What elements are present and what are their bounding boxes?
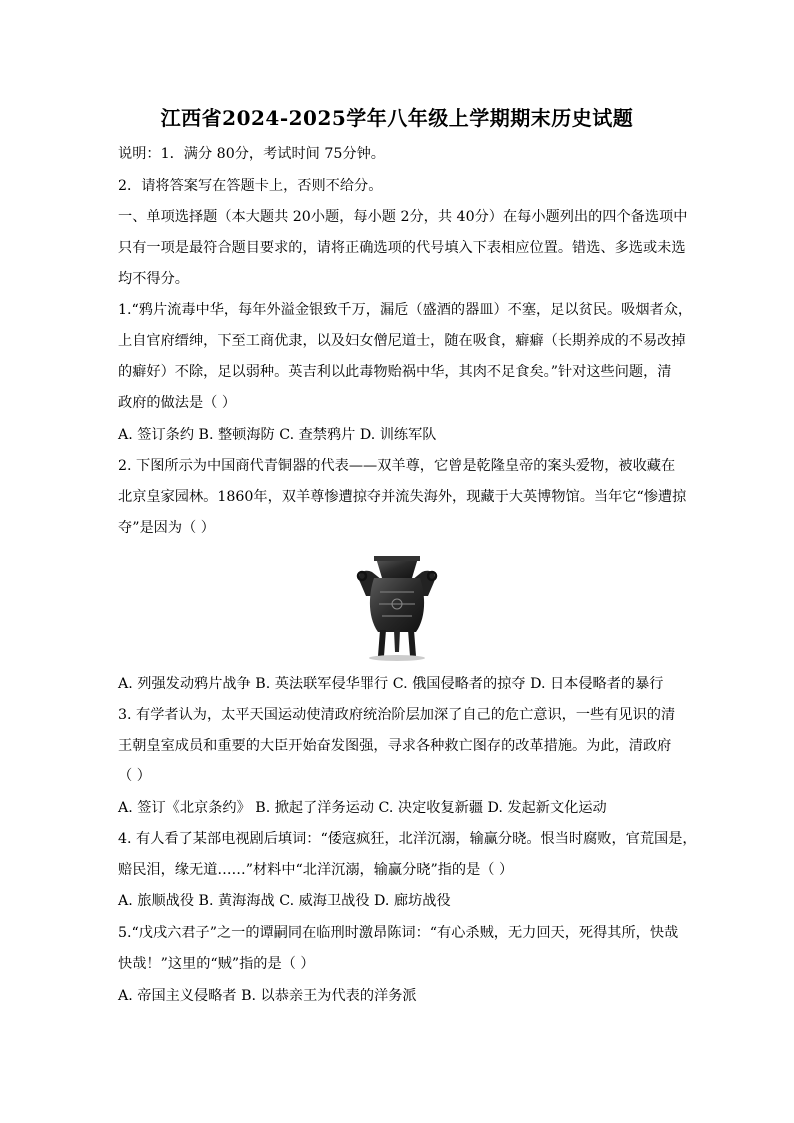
q2-stem-line-1: 2. 下图所示为中国商代青铜器的代表——双羊尊，它曾是乾隆皇帝的案头爱物，被收藏在 <box>118 458 676 474</box>
instruction-line-1: 说明：1．满分 80分，考试时间 75分钟。 <box>118 146 385 162</box>
section-heading-line-2: 只有一项是最符合题目要求的，请将正确选项的代号填入下表相应位置。错选、多选或未选 <box>118 240 686 256</box>
q3-stem-line-1: 3. 有学者认为，太平天国运动使清政府统治阶层加深了自己的危亡意识，一些有见识的清 <box>118 707 676 723</box>
q1-stem-line-1: 1.“鸦片流毒中华，每年外溢金银致千万，漏卮（盛酒的器皿）不塞，足以贫民。吸烟者众， <box>118 302 693 318</box>
q2-stem-line-2: 北京皇家园林。1860年，双羊尊惨遭掠夺并流失海外，现藏于大英博物馆。当年它“惨遭掠 <box>118 489 687 505</box>
q3-stem-line-3: （ ） <box>118 768 151 784</box>
q5-options: A. 帝国主义侵略者 B. 以恭亲王为代表的洋务派 <box>118 988 417 1004</box>
q4-options: A. 旅顺战役 B. 黄海海战 C. 威海卫战役 D. 廊坊战役 <box>118 893 451 909</box>
q2-options: A. 列强发动鸦片战争 B. 英法联军侵华罪行 C. 俄国侵略者的掠夺 D. 日本侵略者的暴行 <box>118 676 664 692</box>
q1-stem-line-2: 上自官府缙绅，下至工商优隶，以及妇女僧尼道士，随在吸食，癖癖（长期养成的不易改掉 <box>118 333 686 349</box>
q1-stem-line-4: 政府的做法是（ ） <box>118 395 237 411</box>
q5-stem-line-1: 5.“戊戌六君子”之一的谭嗣同在临刑时激昂陈词：“有心杀贼，无力回天，死得其所，快哉 <box>118 925 679 941</box>
instruction-line-2: 2．请将答案写在答题卡上，否则不给分。 <box>118 178 383 194</box>
q3-stem-line-2: 王朝皇室成员和重要的大臣开始奋发图强，寻求各种救亡图存的改革措施。为此，清政府 <box>118 738 672 754</box>
q4-stem-line-2: 赔民泪，缘无道……”材料中“北洋沉溺，输赢分晓”指的是（ ） <box>118 862 514 878</box>
section-heading-line-3: 均不得分。 <box>118 271 189 287</box>
q1-options: A. 签订条约 B. 整顿海防 C. 查禁鸦片 D. 训练军队 <box>118 427 437 443</box>
q4-stem-line-1: 4. 有人看了某部电视剧后填词：“倭寇疯狂，北洋沉溺，输赢分晓。恨当时腐败，官荒国是， <box>118 831 697 847</box>
q3-options: A. 签订《北京条约》 B. 掀起了洋务运动 C. 决定收复新疆 D. 发起新文化运动 <box>118 800 607 816</box>
q2-stem-line-3: 夺”是因为（ ） <box>118 520 215 536</box>
bronze-vessel-icon <box>352 552 442 662</box>
page-title: 江西省2024-2025学年八年级上学期期末历史试题 <box>160 106 634 130</box>
section-heading-line-1: 一、单项选择题（本大题共 20小题，每小题 2分，共 40分）在每小题列出的四个备选项中 <box>118 209 688 225</box>
q5-stem-line-2: 快哉！”这里的“贼”指的是（ ） <box>118 956 315 972</box>
q1-stem-line-3: 的癖好）不除，足以弱种。英吉利以此毒物贻祸中华，其肉不足食矣。”针对这些问题，清 <box>118 364 672 380</box>
